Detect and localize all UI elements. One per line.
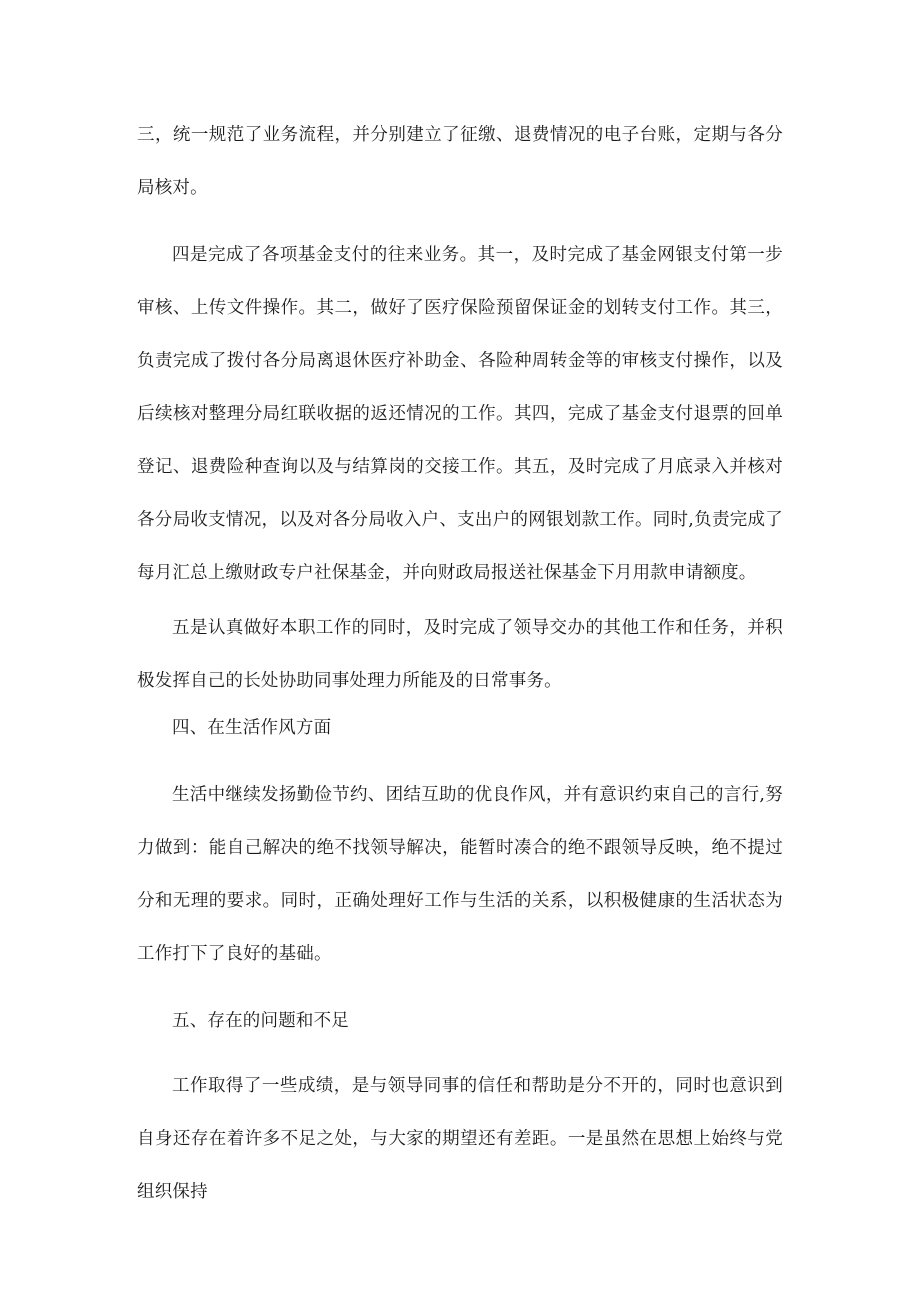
paragraph-other-tasks: 五是认真做好本职工作的同时，及时完成了领导交办的其他工作和任务，并积极发挥自己的长处协助同事处理力所能及的日常事务。 — [137, 618, 783, 691]
paragraph-problems: 工作取得了一些成绩，是与领导同事的信任和帮助是分不开的，同时也意识到自身还存在着许多不足之处，与大家的期望还有差距。一是虽然在思想上始终与党组织保持 — [137, 1076, 783, 1202]
section-heading-lifestyle: 四、在生活作风方面 — [172, 718, 332, 738]
paragraph-lifestyle: 生活中继续发扬勤俭节约、团结互助的优良作风，并有意识约束自己的言行,努力做到：能自己解决的绝不找领导解决，能暂时凑合的绝不跟领导反映，绝不提过分和无理的要求。同时，正确处理好工作与生活的关系，以积极健康的生活状态为工作打下了良好的基础。 — [137, 785, 783, 964]
paragraph-fund-payments: 四是完成了各项基金支付的往来业务。其一，及时完成了基金网银支付第一步审核、上传文件操作。其二，做好了医疗保险预留保证金的划转支付工作。其三，负责完成了拨付各分局离退休医疗补助金、各险种周转金等的审核支付操作，以及后续核对整理分局红联收据的返还情况的工作。其四，完成了基金支付退票的回单登记、退费险种查询以及与结算岗的交接工作。其五，及时完成了月底录入并核对各分局收支情况，以及对各分局收入户、支出户的网银划款工作。同时,负责完成了每月汇总上缴财政专户社保基金，并向财政局报送社保基金下月用款申请额度。 — [137, 245, 783, 583]
section-heading-problems: 五、存在的问题和不足 — [172, 1011, 349, 1031]
paragraph-business-process: 三，统一规范了业务流程，并分别建立了征缴、退费情况的电子台账，定期与各分局核对。 — [137, 125, 783, 198]
